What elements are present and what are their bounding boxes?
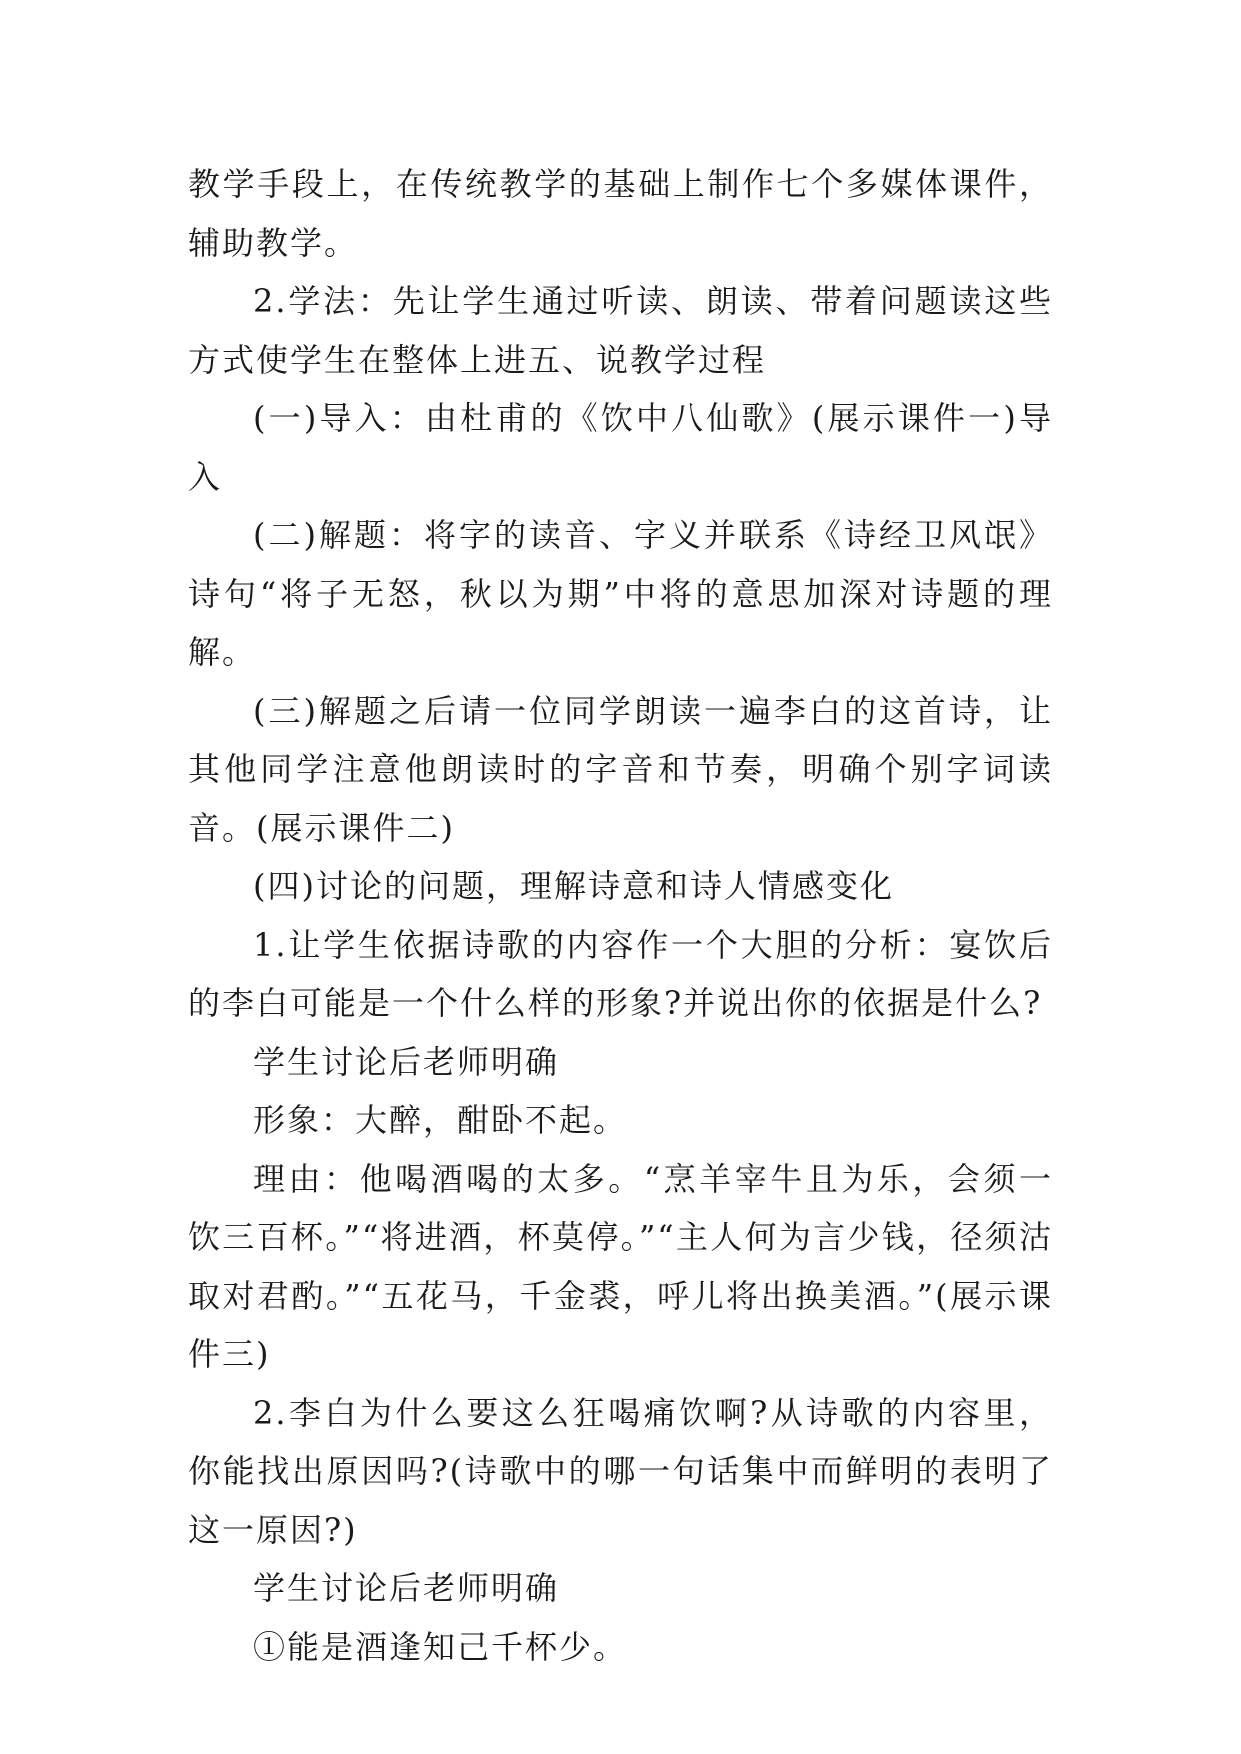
paragraph-question-one: 1.让学生依据诗歌的内容作一个大胆的分析：宴饮后的李白可能是一个什么样的形象?并说出你的依据是什么? (188, 925, 1053, 1022)
paragraph-reading-aloud: (三)解题之后请一位同学朗读一遍李白的这首诗，让其他同学注意他朗读时的字音和节奏，明确个别字词读音。(展示课件二) (188, 691, 1053, 847)
paragraph-learning-method: 2.学法：先让学生通过听读、朗读、带着问题读这些方式使学生在整体上进五、说教学过程 (188, 282, 1053, 379)
document-body (188, 155, 1053, 1676)
paragraph-teacher-clarifies-1: 学生讨论后老师明确 (253, 1042, 560, 1081)
paragraph-image: 形象：大醉，酣卧不起。 (253, 1101, 628, 1139)
paragraph-title-explanation: (二)解题：将字的读音、字义并联系《诗经卫风氓》诗句“将子无怒，秋以为期”中将的意思加深对诗题的理解。 (188, 516, 1053, 671)
paragraph-teaching-means: 教学手段上，在传统教学的基础上制作七个多媒体课件，辅助教学。 (188, 165, 1053, 262)
paragraph-discussion-heading: (四)讨论的问题，理解诗意和诗人情感变化 (253, 867, 894, 905)
paragraph-teacher-clarifies-2: 学生讨论后老师明确 (253, 1569, 560, 1607)
paragraph-reason: 理由：他喝酒喝的太多。“烹羊宰牛且为乐，会须一饮三百杯。”“将进酒，杯莫停。”“主人何为言少钱，径须沽取对君酌。”“五花马，千金裘，呼儿将出换美酒。”(展示课件三) (188, 1159, 1053, 1373)
paragraph-answer-one: ①能是酒逢知己千杯少。 (253, 1627, 628, 1666)
paragraph-introduction: (一)导入：由杜甫的《饮中八仙歌》(展示课件一)导入 (188, 399, 1053, 496)
paragraph-question-two: 2.李白为什么要这么狂喝痛饮啊?从诗歌的内容里，你能找出原因吗?(诗歌中的哪一句话集中而鲜明的表明了这一原因?) (188, 1393, 1053, 1549)
